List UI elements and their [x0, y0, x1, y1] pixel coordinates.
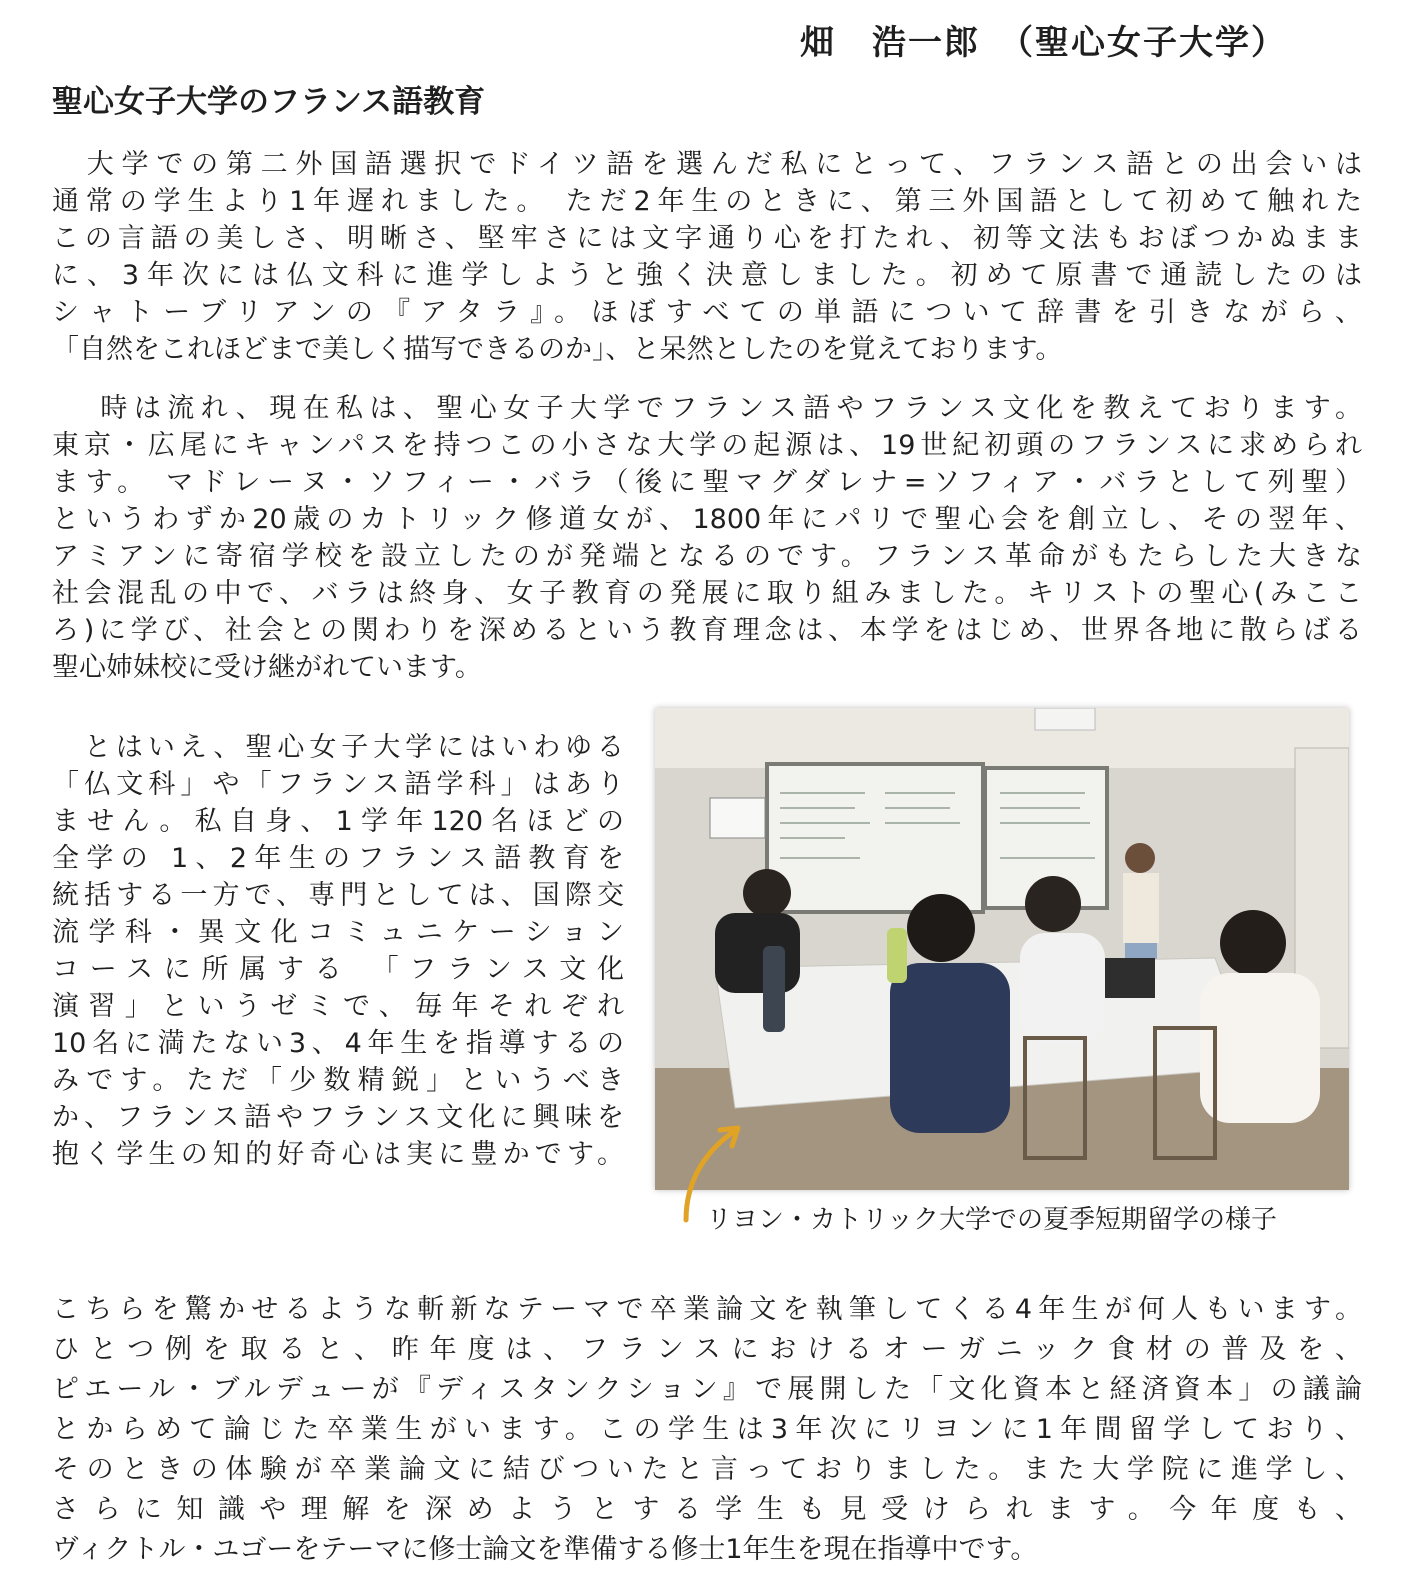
body-line: さらに知識や理解を深めようとする学生も見受けられます。今年度も、: [52, 1494, 1362, 1525]
photo-caption: リヨン・カトリック大学での夏季短期留学の様子: [706, 1205, 1277, 1235]
body-line: というわずか20歳のカトリック修道女が、1800年にパリで聖心会を創立し、その翌年、: [52, 504, 1362, 535]
article-title: 聖心女子大学のフランス語教育: [52, 84, 486, 120]
body-line: ヴィクトル・ユゴーをテーマに修士論文を準備する修士1年生を現在指導中です。: [52, 1534, 1038, 1565]
body-line: ません。私自身、1学年120名ほどの: [52, 806, 624, 837]
author-name: 畑 浩一郎 （聖心女子大学）: [800, 23, 1287, 63]
body-line: に、3年次には仏文科に進学しようと強く決意しました。初めて原書で通読したのは: [52, 260, 1362, 291]
body-line: 「仏文科」や「フランス語学科」はあり: [52, 769, 624, 800]
body-line: 全学の 1、2年生のフランス語教育を: [52, 843, 624, 874]
body-line: 時は流れ、現在私は、聖心女子大学でフランス語やフランス文化を教えております。: [52, 393, 1362, 424]
body-line: か、フランス語やフランス文化に興味を: [52, 1102, 624, 1133]
body-line: 演習」というゼミで、毎年それぞれ: [52, 991, 624, 1022]
body-line: こちらを驚かせるような斬新なテーマで卒業論文を執筆してくる4年生が何人もいます。: [52, 1294, 1362, 1325]
body-line: 流学科・異文化コミュニケーション: [52, 917, 624, 948]
body-line: 社会混乱の中で、バラは終身、女子教育の発展に取り組みました。キリストの聖心(みここ: [52, 578, 1362, 609]
body-line: この言語の美しさ、明晰さ、堅牢さには文字通り心を打たれ、初等文法もおぼつかぬまま: [52, 223, 1362, 254]
body-line: ひとつ例を取ると、昨年度は、フランスにおけるオーガニック食材の普及を、: [52, 1334, 1362, 1365]
body-line: とはいえ、聖心女子大学にはいわゆる: [52, 732, 624, 763]
body-line: 「自然をこれほどまで美しく描写できるのか」、と呆然としたのを覚えております。: [52, 334, 1063, 365]
classroom-illustration: [655, 708, 1349, 1190]
body-line: 聖心姉妹校に受け継がれています。: [52, 652, 482, 683]
body-line: 10名に満たない3、4年生を指導するの: [52, 1028, 624, 1059]
body-line: シャトーブリアンの『アタラ』。ほぼすべての単語について辞書を引きながら、: [52, 297, 1362, 328]
body-line: ピエール・ブルデューが『ディスタンクション』で展開した「文化資本と経済資本」の議論: [52, 1374, 1362, 1405]
body-line: みです。ただ「少数精鋭」というべき: [52, 1065, 624, 1096]
body-line: ろ)に学び、社会との関わりを深めるという教育理念は、本学をはじめ、世界各地に散らばる: [52, 615, 1362, 646]
body-line: 抱く学生の知的好奇心は実に豊かです。: [52, 1139, 624, 1170]
body-line: 大学での第二外国語選択でドイツ語を選んだ私にとって、フランス語との出会いは: [52, 149, 1362, 180]
classroom-photo: [655, 708, 1349, 1190]
body-line: 東京・広尾にキャンパスを持つこの小さな大学の起源は、19世紀初頭のフランスに求められ: [52, 430, 1362, 461]
body-line: ます。 マドレーヌ・ソフィー・バラ（後に聖マグダレナ=ソフィア・バラとして列聖）: [52, 467, 1362, 498]
body-line: とからめて論じた卒業生がいます。この学生は3年次にリヨンに1年間留学しており、: [52, 1414, 1362, 1445]
body-line: 統括する一方で、専門としては、国際交: [52, 880, 624, 911]
body-line: コースに所属する 「フランス文化: [52, 954, 624, 985]
body-line: アミアンに寄宿学校を設立したのが発端となるのです。フランス革命がもたらした大きな: [52, 541, 1362, 572]
body-line: 通常の学生より1年遅れました。 ただ2年生のときに、第三外国語として初めて触れた: [52, 186, 1362, 217]
body-line: そのときの体験が卒業論文に結びついたと言っておりました。また大学院に進学し、: [52, 1454, 1362, 1485]
